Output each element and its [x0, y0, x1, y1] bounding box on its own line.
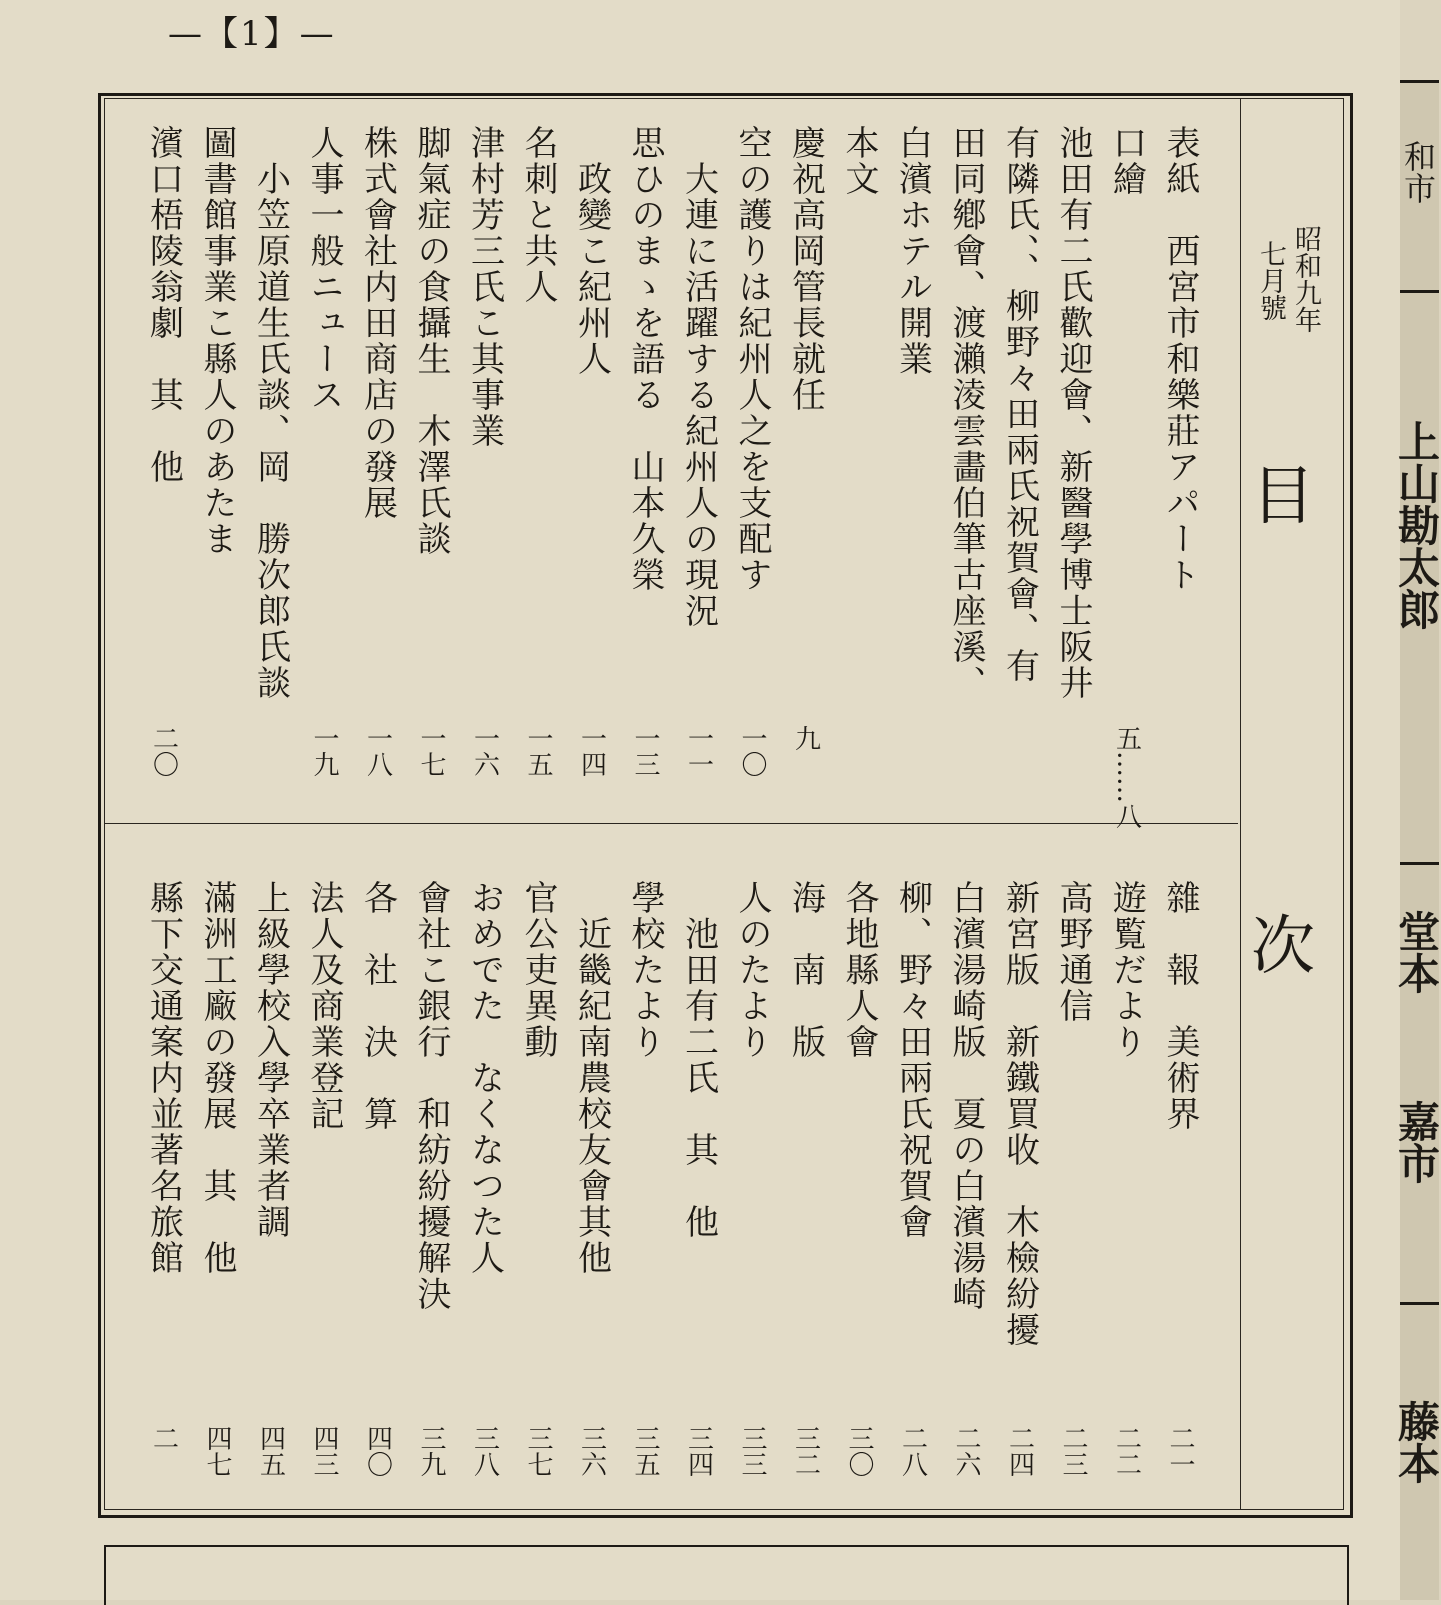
toc-entry: 圖書館事業こ縣人のあたま	[197, 125, 237, 557]
toc-entry: 柳、野々田兩氏祝賀會	[892, 880, 933, 1240]
toc-page-number: 二	[148, 1425, 179, 1451]
toc-page-number: 五……八	[1111, 725, 1142, 829]
toc-page-number: 二六	[951, 1425, 981, 1477]
toc-entry: 表紙 西宮市和樂莊アパート	[1160, 125, 1200, 593]
toc-page-number: 一八	[362, 725, 393, 777]
toc-page-number: 一七	[416, 725, 446, 777]
toc-entry: 慶祝高岡管長就任	[785, 125, 826, 413]
toc-page-number: 三七	[523, 1425, 553, 1477]
toc-page-number: 二三	[1058, 1425, 1088, 1477]
toc-entry: 各地縣人會	[839, 880, 879, 1060]
toc-entry: 縣下交通案内並著名旅館	[143, 880, 184, 1276]
toc-page-number: 一四	[576, 725, 607, 777]
toc-entry: 田同鄕會、渡瀨淩雲畵伯筆古座溪、	[946, 125, 986, 701]
toc-page-number: 一九	[309, 725, 339, 777]
toc-page-number: 二〇	[148, 725, 179, 777]
toc-entry: 大連に活躍する紀州人の現況	[678, 125, 719, 629]
toc-page-number: 四五	[255, 1425, 286, 1477]
toc-page-number: 一六	[469, 725, 500, 777]
toc-entry: 近畿紀南農校友會其他	[571, 880, 612, 1276]
toc-page-number: 二八	[897, 1425, 928, 1477]
toc-page-number: 四〇	[362, 1425, 393, 1477]
toc-page-number: 一三	[630, 725, 660, 777]
section-divider	[104, 823, 1238, 824]
toc-entry: 會社こ銀行 和紡紛擾解決	[411, 880, 451, 1312]
toc-page-number: 三四	[683, 1425, 714, 1477]
toc-entry: 官公吏異動	[518, 880, 558, 1060]
toc-entry: 口繪	[1106, 125, 1147, 197]
toc-entry: おめでた なくなつた人	[464, 880, 505, 1276]
title-column-divider	[1240, 98, 1241, 1510]
toc-entry: 海 南 版	[785, 880, 826, 1060]
issue-year: 昭和九年	[1290, 225, 1321, 333]
toc-page-number: 四七	[202, 1425, 232, 1477]
toc-entry: 池田有二氏 其 他	[678, 880, 719, 1240]
toc-page-number: 九	[790, 725, 821, 751]
toc-entry: 名刺と共人	[518, 125, 558, 305]
toc-page-number: 三三	[737, 1425, 767, 1477]
toc-page-number: 三八	[469, 1425, 500, 1477]
toc-entry: 本文	[839, 125, 879, 197]
toc-page-number: 二一	[1165, 1425, 1195, 1477]
toc-page-number: 四三	[309, 1425, 339, 1477]
toc-entry: 學校たより	[625, 880, 665, 1060]
toc-entry: 白濱湯崎版 夏の白濱湯崎	[946, 880, 986, 1312]
toc-page-number: 三六	[576, 1425, 607, 1477]
toc-entry: 白濱ホテル開業	[892, 125, 933, 377]
toc-page-number: 二二	[1111, 1425, 1142, 1477]
adjacent-page-edge	[1392, 80, 1441, 1600]
title-char-1: 目	[1251, 460, 1315, 534]
edge-text-lower2: 嘉市	[1392, 1100, 1441, 1184]
toc-entry: 政變こ紀州人	[571, 125, 612, 377]
toc-entry: 人のたより	[732, 880, 772, 1060]
edge-text-bottom: 藤本	[1392, 1400, 1441, 1484]
toc-entry: 小笠原道生氏談、岡 勝次郎氏談	[250, 125, 291, 701]
page-number-mark: —【1】—	[168, 14, 336, 54]
issue-month: 七月號	[1255, 240, 1286, 321]
toc-entry: 滿洲工廠の發展 其 他	[197, 880, 237, 1276]
toc-entry: 株式會社内田商店の發展	[357, 125, 398, 521]
toc-entry: 濱口梧陵翁劇 其 他	[143, 125, 184, 485]
toc-page-number: 一五	[523, 725, 553, 777]
toc-entry: 法人及商業登記	[304, 880, 344, 1132]
toc-entry: 思ひのまゝを語る 山本久榮	[625, 125, 665, 593]
toc-entry: 新宮版 新鐵買收 木檢紛擾	[999, 880, 1040, 1348]
toc-entry: 空の護りは紀州人之を支配す	[732, 125, 772, 593]
next-frame-edge	[104, 1545, 1349, 1605]
edge-text-name: 上山勘太郎	[1392, 420, 1441, 630]
toc-page-number: 一一	[683, 725, 714, 777]
toc-entry: 人事一般ニュース	[304, 125, 344, 413]
edge-text-top: 和市	[1399, 140, 1437, 204]
edge-text-lower: 堂本	[1392, 910, 1441, 994]
toc-entry: 雜 報 美術界	[1160, 880, 1200, 1132]
toc-entry: 上級學校入學卒業者調	[250, 880, 291, 1240]
toc-entry: 高野通信	[1053, 880, 1093, 1024]
toc-entry: 遊覧だより	[1106, 880, 1147, 1060]
toc-entry: 有隣氏、、柳野々田兩氏祝賀會、有	[999, 125, 1040, 684]
toc-page-number: 三〇	[844, 1425, 874, 1477]
toc-entry: 津村芳三氏こ其事業	[464, 125, 505, 449]
toc-page-number: 三五	[630, 1425, 660, 1477]
title-char-2: 次	[1251, 910, 1315, 984]
toc-page-number: 三九	[416, 1425, 446, 1477]
toc-page-number: 一〇	[737, 725, 767, 777]
toc-entry: 脚氣症の食攝生 木澤氏談	[411, 125, 451, 557]
toc-entry: 池田有二氏歡迎會、新醫學博士阪井	[1053, 125, 1093, 701]
toc-page-number: 二四	[1004, 1425, 1035, 1477]
toc-entry: 各 社 決 算	[357, 880, 398, 1132]
toc-page-number: 三二	[790, 1425, 821, 1477]
